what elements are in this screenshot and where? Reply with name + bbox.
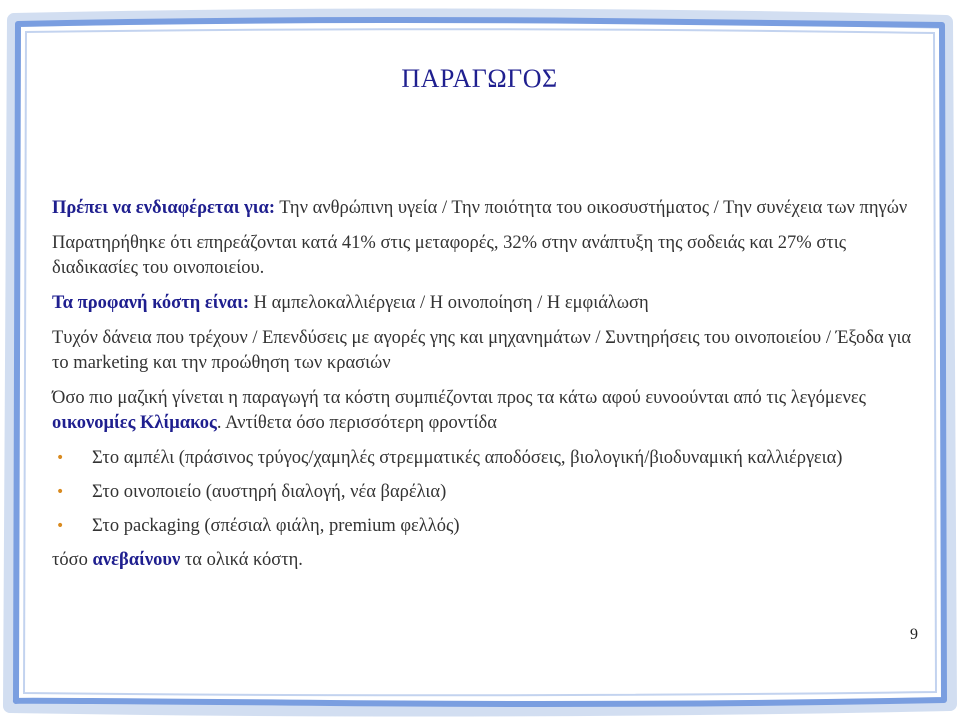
- economies-bold: οικονομίες Κλίμακος: [52, 413, 217, 433]
- bullet-dot-icon: •: [56, 518, 65, 534]
- interests-text: Την ανθρώπινη υγεία / Την ποιότητα του οικοσυστήματος / Την συνέχεια των πηγών: [275, 198, 908, 218]
- paragraph-interests: [52, 196, 912, 221]
- economies-text-a: Όσο πιο μαζική γίνεται η παραγωγή τα κόστη συμπιέζονται προς τα κάτω αφού ευνοούνται από τις λεγόμενες: [52, 388, 866, 408]
- closing-text-a: τόσο: [52, 550, 93, 570]
- costs-text: Η αμπελοκαλλιέργεια / Η οινοποίηση / Η εμφιάλωση: [249, 293, 649, 313]
- slide-body: [52, 196, 912, 573]
- bullet-text: Στο αμπέλι (πράσινος τρύγος/χαμηλές στρεμματικές αποδόσεις, βιολογική/βιοδυναμική καλλιέργεια): [92, 448, 843, 468]
- paragraph-other-costs: Τυχόν δάνεια που τρέχουν / Επενδύσεις με αγορές γης και μηχανημάτων / Συντηρήσεις του οινοποιείου / Έξοδα για το marketing και την προώθηση των κρασιών: [52, 328, 912, 373]
- paragraph-observation: Παρατηρήθηκε ότι επηρεάζονται κατά 41% στις μεταφορές, 32% στην ανάπτυξη της σοδειάς και 27% στις διαδικασίες του οινοποιείου.: [52, 233, 847, 278]
- closing-bold: ανεβαίνουν: [92, 550, 181, 570]
- page-number: 9: [910, 626, 918, 643]
- care-bullet-list: [52, 446, 912, 539]
- bullet-text: Στο οινοποιείο (αυστηρή διαλογή, νέα βαρέλια): [92, 482, 447, 502]
- interests-label: Πρέπει να ενδιαφέρεται για:: [52, 198, 275, 218]
- list-item: [52, 446, 912, 471]
- closing-text-b: τα ολικά κόστη.: [180, 550, 303, 570]
- paragraph-closing: [52, 548, 912, 573]
- paragraph-costs: [52, 291, 912, 316]
- slide-title: ΠΑΡΑΓΩΓΟΣ: [401, 64, 558, 93]
- paragraph-economies: [52, 386, 912, 436]
- economies-text-b: . Αντίθετα όσο περισσότερη φροντίδα: [216, 413, 497, 433]
- bullet-dot-icon: •: [56, 484, 65, 500]
- bullet-text: Στο packaging (σπέσιαλ φιάλη, premium φελλός): [92, 516, 460, 536]
- list-item: [52, 480, 912, 505]
- costs-label: Τα προφανή κόστη είναι:: [52, 293, 249, 313]
- list-item: [52, 514, 912, 539]
- bullet-dot-icon: •: [56, 450, 65, 466]
